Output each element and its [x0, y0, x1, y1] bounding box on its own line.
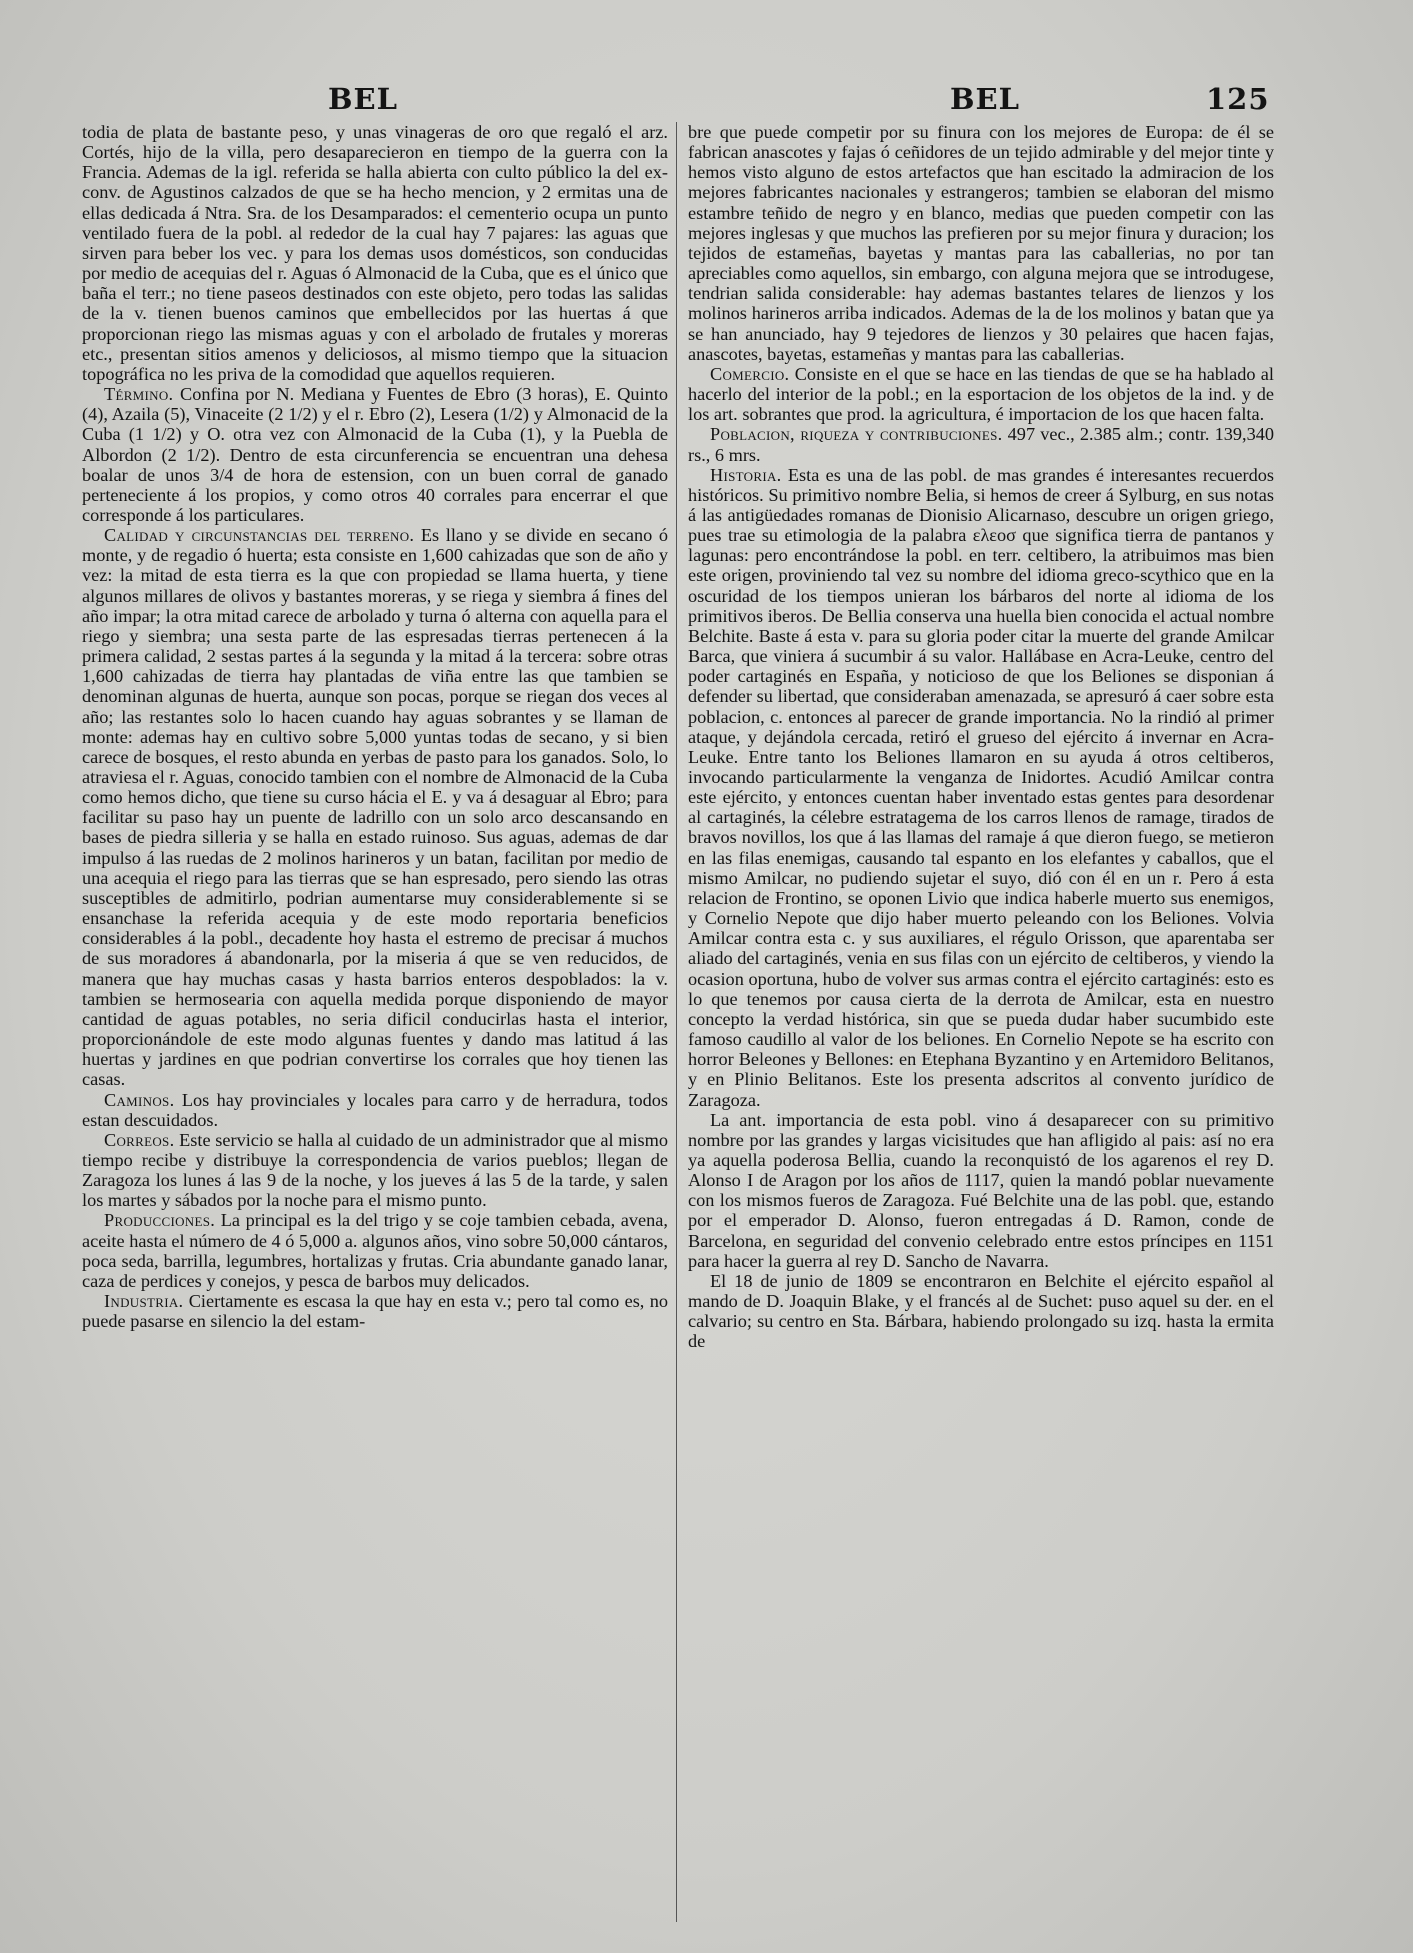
paragraph-poblacion — [688, 424, 1274, 464]
paragraph-text: Es llano y se divide en secano ó monte, y de regadio ó huerta; esta consiste en 1,600 cahizadas que son de año y vez: la mitad de esta tierra es la que con propiedad se llama huerta, y tiene algunos millares de olivos y bastantes moreras, y se riega y siembra á fines del año impar; la otra mitad carece de arbolado y turna ó alterna con aquella para el riego y siembra; una sesta parte de las espresadas tierras pertenecen á la primera calidad, 2 sestas partes á la segunda y la mitad á la tercera: sobre otras 1,600 cahizadas de tierra hay plantadas de viña entre las que tambien se denominan algunas de huerta, aunque son pocas, porque se riegan dos veces al año; las restantes solo lo hacen cuando hay aguas sobrantes y se llaman de monte: ademas hay en cultivo sobre 5,000 yuntas todas de secano, y si bien carece de bosques, el resto abunda en yerbas de pasto para los ganados. Solo, lo atraviesa el r. Aguas, conocido tambien con el nombre de Almonacid de la Cuba como hemos dicho, que tiene su curso hácia el E. y va á desaguar al Ebro; para facilitar su paso hay un puente de ladrillo con un solo arco descansando en bases de piedra silleria y se halla en estado ruinoso. Sus aguas, ademas de dar impulso á las ruedas de 2 molinos harineros y un batan, facilitan por medio de una acequia el riego para las tierras que se han espresado, pero siendo las otras susceptibles de admitirlo, podrian aumentarse muy considerablemente si se ensanchase la referida acequia y de este modo reportaria beneficios considerables á la pobl., decadente hoy hasta el estremo de precisar á muchos de sus moradores á abandonarla, por la miseria á que se ven reducidos, de manera que hay muchas casas y hasta barrios enteros despoblados: la v. tambien se hermosearia con aquella medida porque disponiendo de mayor cantidad de aguas potables, no seria dificil conducirlas hasta el interior, proporcionándole de este modo algunas fuentes y dando mas latitud á las huertas y jardines en que podrian convertirse los corrales que hoy tienen las casas. — [82, 525, 668, 1090]
paragraph-text: Este servicio se halla al cuidado de un administrador que al mismo tiempo recibe y distribuye la correspondencia de varios pueblos; llegan de Zaragoza los lunes á las 9 de la noche, y los jueves á las 5 de la tarde, y salen los martes y sábados por la noche para el mismo punto. — [82, 1129, 668, 1211]
running-head-left: BEL — [328, 82, 399, 116]
paragraph-caminos — [82, 1090, 668, 1130]
paragraph-1809 — [688, 1271, 1274, 1352]
section-heading: Comercio. — [710, 363, 790, 384]
paragraph-historia — [688, 465, 1274, 1110]
paragraph — [688, 122, 1274, 364]
paragraph-text: 497 vec., 2.385 alm.; contr. 139,340 rs., 6 mrs. — [688, 424, 1275, 465]
paragraph — [82, 122, 668, 384]
paragraph-text: La ant. importancia de esta pobl. vino á desaparecer con su primitivo nombre por las grandes y largas vicisitudes que han afligido al pais: así no era ya aquella poderosa Bellia, cuando la reconquistó de los agarenos el rey D. Alonso I de Aragon por los años de 1117, quien la mandó poblar nuevamente con los mismos fueros de Zaragoza. Fué Belchite una de las pobl. que, estando por el emperador D. Alonso, fueron entregadas á D. Ramon, conde de Barcelona, en seguridad del convenio celebrado entre estos príncipes en 1151 para hacer la guerra al rey D. Sancho de Navarra. — [688, 1109, 1274, 1271]
right-column — [688, 122, 1274, 1352]
section-heading: Calidad y circunstancias del terreno. — [104, 525, 415, 546]
paragraph-text: Los hay provinciales y locales para carro y de herradura, todos estan descuidados. — [82, 1089, 668, 1130]
paragraph-correos — [82, 1130, 668, 1211]
paragraph-text: Consiste en el que se hace en las tiendas de que se ha hablado al hacerlo del interior de la pobl.; en la esportacion de los objetos de la ind. y de los art. sobrantes que prod. la agricultura, é importacion de los que hacen falta. — [688, 363, 1274, 425]
paragraph-producciones — [82, 1210, 668, 1291]
paragraph-importancia — [688, 1110, 1274, 1271]
paragraph-comercio — [688, 364, 1274, 424]
paragraph-industria — [82, 1291, 668, 1331]
paragraph-text: El 18 de junio de 1809 se encontraron en Belchite el ejército español al mando de D. Joaquin Blake, y el francés al de Suchet: puso aquel su der. en el calvario; su centro en Sta. Bárbara, habiendo prolongado su izq. hasta la ermita de — [688, 1270, 1274, 1352]
section-heading: Correos. — [104, 1129, 175, 1150]
section-heading: Caminos. — [104, 1089, 175, 1110]
paragraph-termino — [82, 384, 668, 525]
column-rule — [676, 122, 677, 1922]
section-heading: Término. — [104, 384, 174, 405]
section-heading: Producciones. — [104, 1210, 216, 1231]
paragraph-text: Esta es una de las pobl. de mas grandes é interesantes recuerdos históricos. Su primitivo nombre Belia, si hemos de creer á Sylburg, en sus notas á las antigüedades romanas de Dionisio Alicarnaso, descubre un origen griego, pues trae su etimologia de la palabra ελεοσ que significa tierra de pantanos y lagunas: pero encontrándose la pobl. en terr. celtibero, la atribuimos mas bien este origen, proviniendo tal vez su nombre del idioma greco-scythico que en la oscuridad de los tiempos unieran los bárbaros del norte al idioma de los primitivos iberos. De Bellia conserva una huella bien conocida el actual nombre Belchite. Baste á esta v. para su gloria poder citar la muerte del grande Amilcar Barca, que viniera á sucumbir á su valor. Hallábase en Acra-Leuke, centro del poder cartaginés en España, y noticioso de que los Beliones se disponian á defender su libertad, que consideraban amenazada, se apresuró á caer sobre esta poblacion, c. entonces al parecer de grande importancia. No la rindió al primer ataque, y dejándola cercada, retiró el grueso del ejército á invernar en Acra-Leuke. Entre tanto los Beliones llamaron en su ayuda á otros celtiberos, invocando particularmente la venganza de Inidortes. Acudió Amilcar contra este ejército, y entonces cuentan haber inventado estas gentes para desordenar al cartaginés, la célebre estratagema de los carros llenos de ramage, tirados de bravos novillos, los que á las llamas del ramaje á que dieron fuego, se metieron en las filas enemigas, causando tal espanto en los elefantes y caballos, que el mismo Amilcar, no pudiendo sujetar el suyo, dió con él en un r. Pero á esta relacion de Frontino, se oponen Livio que indica haberle muerto sus enemigos, y Cornelio Nepote que dijo haber muerto peleando con los Beliones. Volvia Amilcar contra esta c. y sus auxiliares, el régulo Orisson, que aparentaba ser aliado del cartaginés, venia en sus filas con un ejército de celtiberos, y viendo la ocasion oportuna, hubo de volver sus armas contra el ejército cartaginés: esto es lo que tenemos por causa cierta de la derrota de Amilcar, esta en nuestro concepto la verdad histórica, sin que se pueda dudar haber sucumbido este famoso caudillo al valor de los beliones. En Cornelio Nepote se ha escrito con horror Beleones y Bellones: en Etephana Byzantino y en Artemidoro Belitanos, y en Plinio Belitanos. Este los presenta adscritos al convento jurídico de Zaragoza. — [688, 464, 1274, 1110]
section-heading: Historia. — [710, 464, 782, 485]
section-heading: Poblacion, riqueza y contribuciones. — [710, 424, 1003, 445]
section-heading: Industria. — [104, 1291, 184, 1312]
paragraph-calidad — [82, 525, 668, 1089]
paragraph-text: bre que puede competir por su finura con los mejores de Europa: de él se fabrican anascotes y fajas ó ceñidores de un tejido admirable y del mejor tinte y hemos visto alguno de estos artefactos que han escitado la admiracion de los mejores fabricantes nacionales y estrangeros; tambien se elaboran del mismo estambre teñido de negro y en blanco, medias que pueden competir con las mejores inglesas y que muchos las prefieren por su mejor finura y duracion; los tejidos de estameñas, bayetas y mantas para las caballerias, no por tan apreciables como aquellos, sin embargo, con alguna mejora que se introdugese, tendrian salida considerable: hay ademas bastantes telares de lienzos y los molinos harineros arriba indicados. Ademas de la de los molinos y batan que ya se han anunciado, hay 9 tejedores de lienzos y 30 pelaires que hacen fajas, anascotes, bayetas, estameñas y mantas para las caballerias. — [688, 122, 1274, 364]
paragraph-text: todia de plata de bastante peso, y unas vinageras de oro que regaló el arz. Cortés, hijo de la villa, pero desaparecieron en tiempo de la guerra con la Francia. Ademas de la igl. referida se halla abierta con culto público la del ex-conv. de Agustinos calzados de que se ha hecho mencion, y 2 ermitas una de ellas dedicada á Ntra. Sra. de los Desamparados: el cementerio ocupa un punto ventilado fuera de la pobl. al rededor de la cual hay 7 pajares: las aguas que sirven para beber los vec. y para los demas usos domésticos, son conducidas por medio de acequias del r. Aguas ó Almonacid de la Cuba, que es el único que baña el terr.; no tiene paseos destinados con este objeto, pero todas las salidas de la v. tienen buenos caminos que embellecidos por las huertas á que proporcionan riego las mismas aguas y con el arbolado de frutales y moreras etc., presentan sitios amenos y deliciosos, al mismo tiempo que la situacion topográfica no les priva de la comodidad que aquellos requieren. — [82, 122, 668, 384]
running-head-center: BEL — [950, 82, 1021, 116]
paragraph-text: Ciertamente es escasa la que hay en esta v.; pero tal como es, no puede pasarse en silencio la del estam- — [82, 1291, 668, 1332]
paragraph-text: La principal es la del trigo y se coje tambien cebada, avena, aceite hasta el número de 4 ó 5,000 a. algunos años, vino sobre 50,000 cántaros, poca seda, barrilla, legumbres, hortalizas y frutas. Cria abundante ganado lanar, caza de perdices y conejos, y pesca de barbos muy delicados. — [82, 1210, 668, 1291]
page-number: 125 — [1206, 82, 1270, 116]
paragraph-text: Confina por N. Mediana y Fuentes de Ebro (3 horas), E. Quinto (4), Azaila (5), Vinaceite (2 1/2) y el r. Ebro (2), Lesera (1/2) y Almonacid de la Cuba (1 1/2) y O. otra vez con Almonacid de la Cuba (1), y la Puebla de Albordon (2 1/2). Dentro de esta circunferencia se encuentran una dehesa boalar de unos 3/4 de hora de estension, con un buen corral de ganado perteneciente á los propios, y como otros 40 corrales para encerrar el que corresponde á los particulares. — [82, 384, 669, 525]
left-column — [82, 122, 668, 1331]
